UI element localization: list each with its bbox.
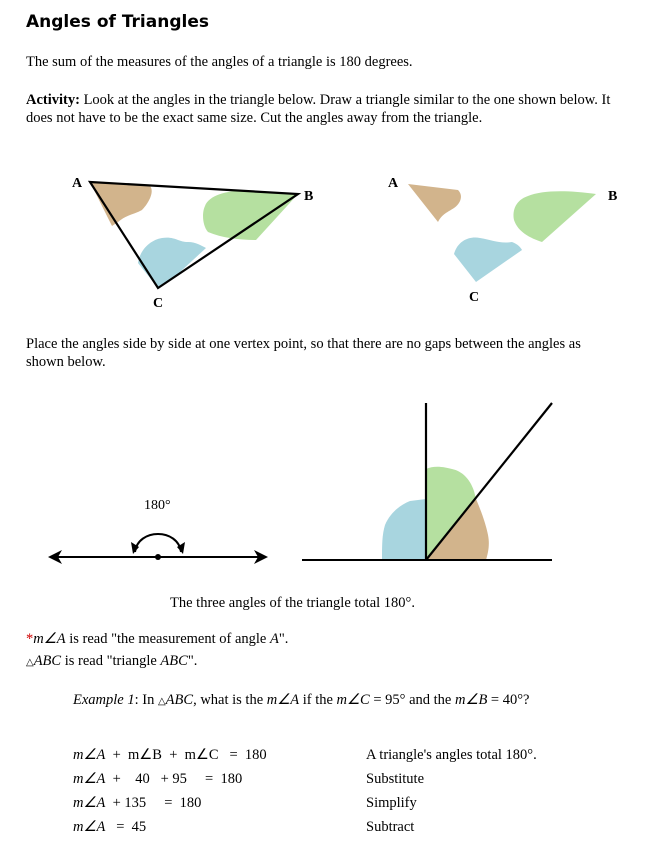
note-read-as: is read "the measurement of angle (65, 631, 270, 647)
example-q1: , what is the (193, 692, 267, 708)
example-tri-symbol: △ (157, 696, 166, 707)
example-ma: m∠A (266, 692, 300, 708)
straight-angle-diagram (40, 490, 280, 575)
cut-angles-diagram (380, 170, 640, 310)
activity-paragraph (26, 91, 626, 127)
step-4-reason: Subtract (366, 819, 415, 835)
step-1-m-angle: m∠A (73, 747, 106, 763)
example-mb: m∠B (454, 692, 488, 708)
example-c-val: = 95° (369, 692, 406, 708)
example-mc: m∠C (336, 692, 370, 708)
example-abc: ABC (165, 692, 194, 708)
cut-label-c: C (469, 290, 480, 305)
note-m-angle: m∠A (33, 631, 66, 647)
example-label: Example 1 (73, 692, 135, 708)
activity-text: Look at the angles in the triangle below. Draw a triangle similar to the one shown below. It does not have to be the exact same size. Cut the angles away from the triangle. (26, 92, 611, 126)
example-colon: : In (134, 692, 158, 708)
step-4-rest: = 45 (105, 819, 147, 835)
note-read-end: ". (278, 631, 289, 647)
step-2-reason: Substitute (366, 771, 425, 787)
note-tri-read: is read "triangle (61, 653, 161, 669)
example-question (73, 691, 633, 711)
angle-b-piece (203, 191, 298, 240)
step-2-rest: + 40 + 95 = 180 (105, 771, 243, 787)
step-4-m-angle: m∠A (73, 819, 106, 835)
vertex-point (155, 554, 161, 560)
activity-label: Activity: (26, 92, 80, 108)
step-3-reason: Simplify (366, 795, 417, 811)
example-q3: and the (405, 692, 455, 708)
vertex-label-c: C (153, 296, 164, 311)
triangle-diagram (60, 170, 330, 315)
step-3-equation (73, 795, 201, 812)
note-abc: ABC (33, 653, 62, 669)
cut-angle-b (514, 191, 596, 242)
cut-angle-a (408, 184, 461, 222)
step-1-equation (73, 747, 267, 764)
vertex-label-b: B (304, 189, 314, 204)
note-star: * (26, 631, 34, 647)
step-4-equation (73, 819, 146, 836)
place-instructions: Place the angles side by side at one vertex point, so that there are no gaps between the angles as shown below. (26, 336, 581, 370)
vertex-label-a: A (72, 176, 83, 191)
cut-label-b: B (608, 189, 618, 204)
step-3-rest: + 135 = 180 (105, 795, 202, 811)
straight-angle-label: 180° (144, 498, 171, 513)
example-b-val: = 40°? (487, 692, 530, 708)
note-tri-end: ". (187, 653, 198, 669)
intro-text: The sum of the measures of the angles of a triangle is 180 degrees. (26, 54, 413, 70)
note-measure (26, 630, 626, 648)
note-tri-symbol: △ (26, 657, 34, 668)
step-3-m-angle: m∠A (73, 795, 106, 811)
combined-angles-diagram (300, 395, 560, 570)
step-2-equation (73, 771, 242, 788)
combined-angle-c (382, 499, 426, 560)
step-1-reason: A triangle's angles total 180°. (366, 747, 537, 763)
note-var-a: A (270, 631, 279, 647)
example-q2: if the (299, 692, 337, 708)
step-1-rest: + m∠B + m∠C = 180 (105, 747, 267, 763)
angle-arc (135, 534, 181, 552)
cut-angle-c (454, 238, 522, 282)
page-title: Angles of Triangles (26, 12, 209, 32)
note-abc2: ABC (160, 653, 188, 669)
angle-a-piece (90, 182, 152, 226)
step-2-m-angle: m∠A (73, 771, 106, 787)
figure-caption: The three angles of the triangle total 180°. (170, 595, 415, 611)
cut-label-a: A (388, 176, 399, 191)
note-triangle (26, 652, 626, 672)
